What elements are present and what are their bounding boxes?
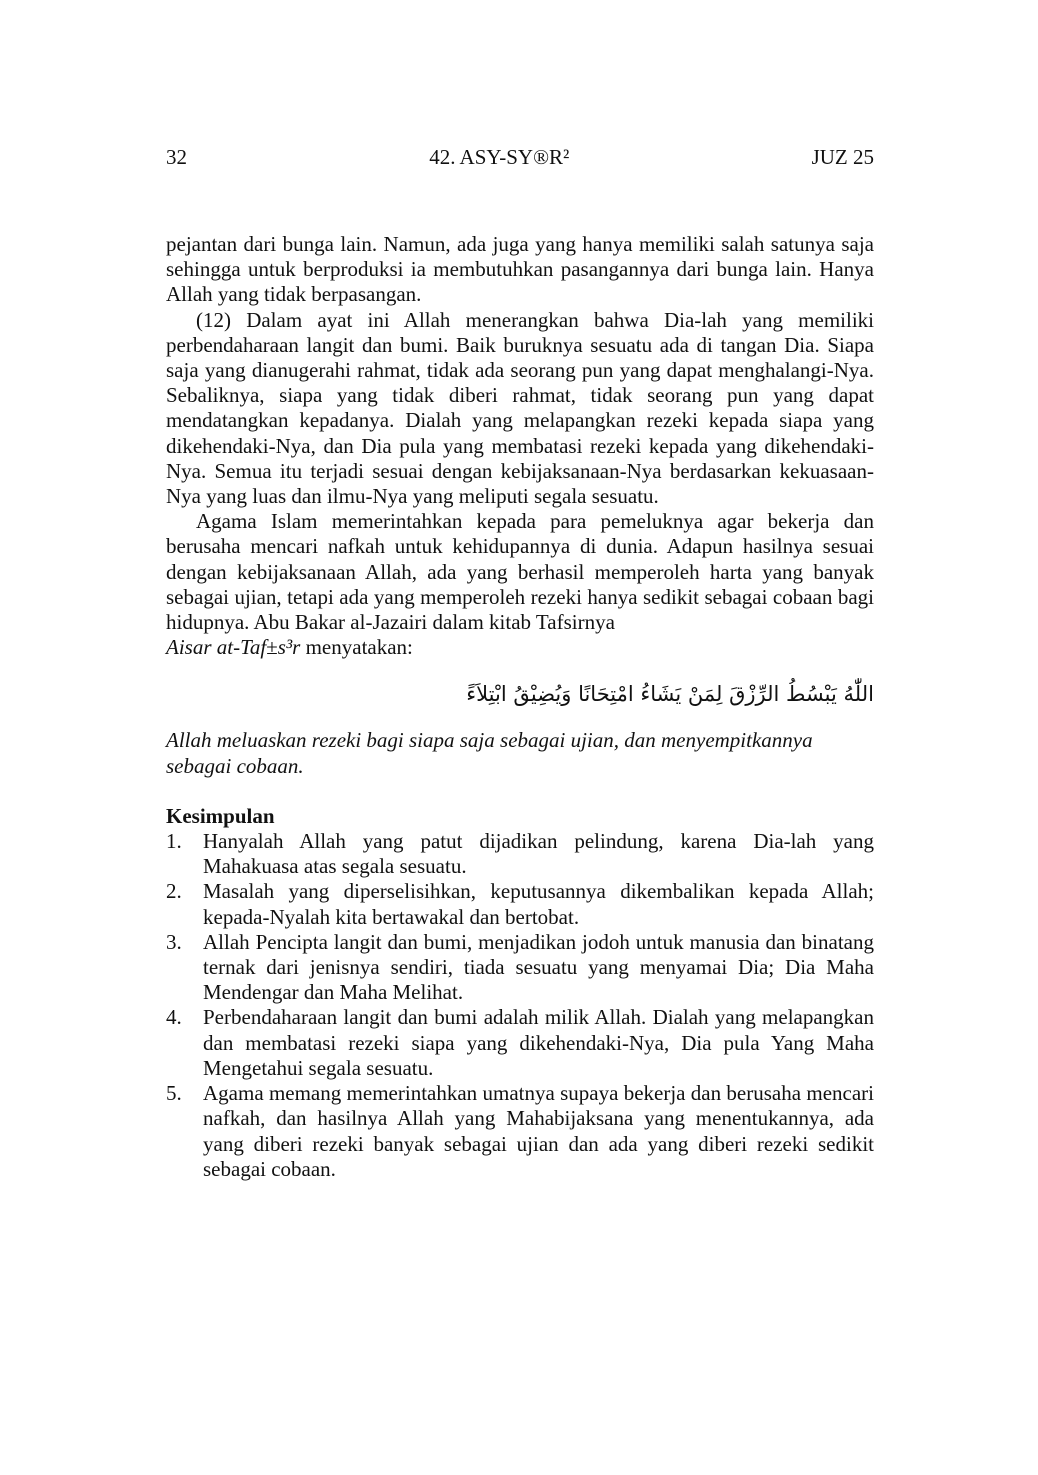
list-item <box>166 829 874 879</box>
list-item <box>166 879 874 929</box>
document-page <box>166 140 874 1182</box>
page-number: 32 <box>166 145 187 169</box>
paragraph-islam-work <box>166 509 874 635</box>
paragraph-continuation: pejantan dari bunga lain. Namun, ada juga yang hanya memiliki salah satunya saja sehingga untuk berproduksi ia membutuhkan pasangannya dari bunga lain. Hanya Allah yang tidak berpasangan. <box>166 232 874 307</box>
list-item-number: 2. <box>166 879 182 904</box>
source-citation <box>166 635 874 660</box>
conclusion-heading: Kesimpulan <box>166 803 275 828</box>
list-item-number: 1. <box>166 829 182 854</box>
list-item-number: 3. <box>166 929 182 954</box>
list-item <box>166 1081 874 1182</box>
list-item-text: Allah Pencipta langit dan bumi, menjadikan jodoh untuk manusia dan binatang ternak dari jenisnya sendiri, tiada sesuatu yang menyamai Dia; Dia Maha Mendengar dan Maha Melihat. <box>203 929 874 1005</box>
surah-title: 42. ASY-SY®R² <box>429 145 570 169</box>
list-item-text: Masalah yang diperselisihkan, keputusannya dikembalikan kepada Allah; kepada-Nyalah kita bertawakal dan bertobat. <box>203 879 874 929</box>
quote-translation: Allah meluaskan rezeki bagi siapa saja sebagai ujian, dan menyempitkannya sebagai cobaan. <box>166 728 813 778</box>
juz-label: JUZ 25 <box>811 145 874 169</box>
list-item <box>166 930 874 1006</box>
body-text <box>166 232 874 1182</box>
source-suffix: menyatakan: <box>300 635 413 660</box>
list-item-text: Perbendaharaan langit dan bumi adalah milik Allah. Dialah yang melapangkan dan membatasi rezeki siapa yang dikehendaki-Nya, Dia pula Yang Maha Mengetahui segala sesuatu. <box>203 1005 874 1080</box>
source-title: Aisar at-Taf±s³r <box>166 635 301 660</box>
arabic-quote: اللّٰهُ يَبْسُطُ الرِّزْقَ لِمَنْ يَشَاءُ امْتِحَانًا وَيُضِيْقُ ابْتِلاَءً <box>466 682 874 707</box>
paragraph-verse-12: (12) Dalam ayat ini Allah menerangkan bahwa Dia-lah yang memiliki perbendaharaan langit dan bumi. Baik buruknya sesuatu ada di tangan Dia. Siapa saja yang dianugerahi rahmat, tidak ada seorang pun yang dapat menghalangi-Nya. Sebaliknya, siapa yang tidak diberi rahmat, tidak seorang pun yang dapat mendatangkan kepadanya. Dialah yang melapangkan rezeki kepada siapa yang dikehendaki-Nya, dan Dia pula yang membatasi rezeki kepada yang dikehendaki-Nya. Semua itu terjadi sesuai dengan kebijaksanaan-Nya berdasarkan kekuasaan-Nya yang luas dan ilmu-Nya yang meliputi segala sesuatu. <box>166 307 874 509</box>
conclusion-list <box>166 829 874 1182</box>
list-item-number: 4. <box>166 1005 182 1030</box>
paragraph-islam-work-text: Agama Islam memerintahkan kepada para pemeluknya agar bekerja dan berusaha mencari nafkah untuk kehidupannya di dunia. Adapun hasilnya sesuai dengan kebijaksanaan Allah, ada yang berhasil memperoleh harta yang banyak sebagai ujian, tetapi ada yang memperoleh rezeki hanya sedikit sebagai cobaan bagi hidupnya. Abu Bakar al-Jazairi dalam kitab Tafsirnya <box>166 509 874 635</box>
list-item-text: Agama memang memerintahkan umatnya supaya bekerja dan berusaha mencari nafkah, dan hasilnya Allah yang Mahabijaksana yang menentukannya, ada yang diberi rezeki banyak sebagai ujian dan ada yang diberi rezeki sedikit sebagai cobaan. <box>203 1081 874 1181</box>
running-header <box>166 140 874 174</box>
list-item-text: Hanyalah Allah yang patut dijadikan pelindung, karena Dia-lah yang Mahakuasa atas segala sesuatu. <box>203 829 874 879</box>
list-item <box>166 1005 874 1081</box>
list-item-number: 5. <box>166 1081 182 1106</box>
